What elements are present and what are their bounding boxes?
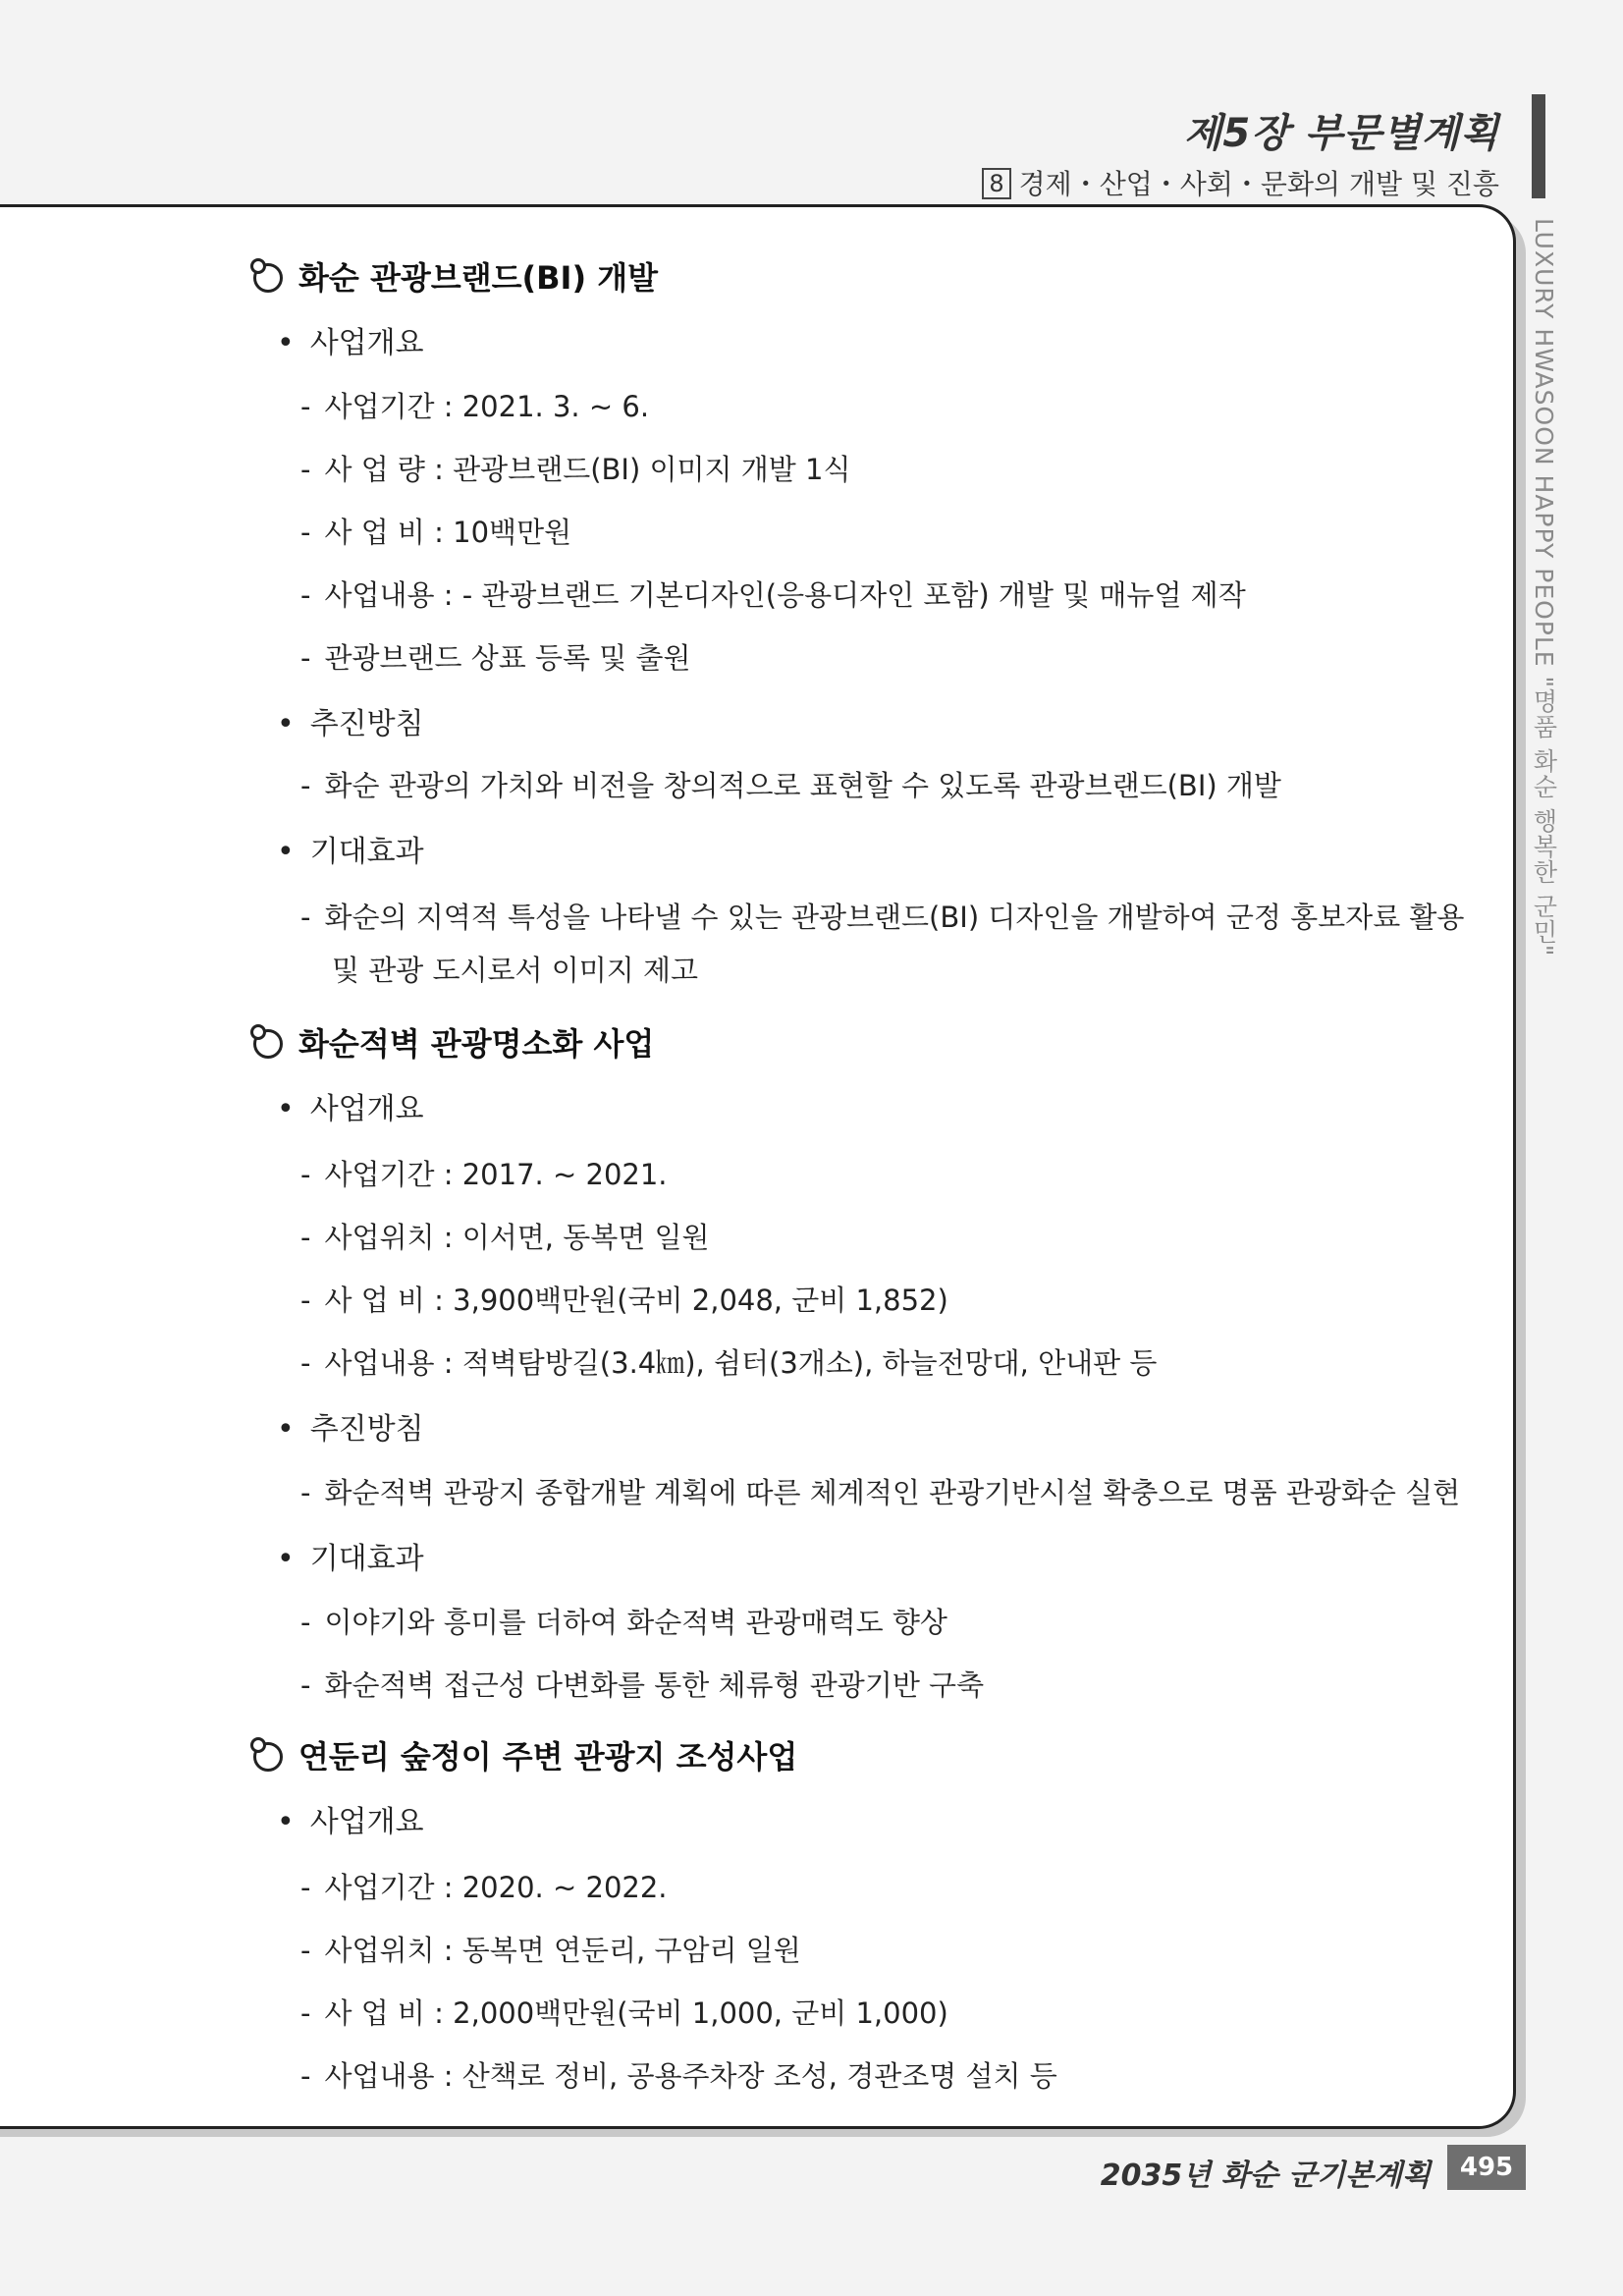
bullet-heading: • 사업개요: [277, 1797, 424, 1840]
chapter-title: 제5장 부문별계획: [1183, 111, 1499, 156]
page-number: 495: [1447, 2145, 1526, 2190]
list-item: - 사업내용 : - 관광브랜드 기본디자인(응용디자인 포함) 개발 및 매뉴얼 제작: [300, 578, 1246, 612]
section-title: 연둔리 숲정이 주변 관광지 조성사업: [253, 1732, 797, 1777]
list-item: - 사업기간 : 2020. ~ 2022.: [300, 1871, 668, 1904]
footer-title: 2035년 화순 군기본계획: [1100, 2159, 1431, 2193]
list-item: - 사업기간 : 2021. 3. ~ 6.: [300, 390, 650, 423]
subsection-number: 8: [982, 168, 1010, 199]
subsection-title: 경제・산업・사회・문화의 개발 및 진흥: [1018, 168, 1499, 200]
list-item: - 화순 관광의 가치와 비전을 창의적으로 표현할 수 있도록 관광브랜드(BI) 개발: [300, 769, 1281, 802]
bullet-heading: • 기대효과: [277, 827, 424, 870]
bullet-heading: • 추진방침: [277, 699, 424, 742]
chapter-subtitle: [982, 163, 1499, 202]
list-item: - 관광브랜드 상표 등록 및 출원: [300, 641, 691, 675]
list-item: - 사업기간 : 2017. ~ 2021.: [300, 1158, 668, 1191]
section-bullet-icon: [253, 1029, 283, 1059]
list-item: - 사 업 비 : 3,900백만원(국비 2,048, 군비 1,852): [300, 1284, 948, 1317]
side-slogan: LUXURY HWASOON HAPPY PEOPLE "명품 화순 행복한 군민": [1530, 218, 1558, 957]
list-item: - 사 업 비 : 10백만원: [300, 516, 572, 549]
bullet-heading: • 추진방침: [277, 1404, 424, 1448]
content-panel: [0, 204, 1516, 2129]
list-item: - 화순의 지역적 특성을 나타낼 수 있는 관광브랜드(BI) 디자인을 개발하여 군정 홍보자료 활용: [300, 901, 1465, 934]
section-title: 화순 관광브랜드(BI) 개발: [253, 253, 658, 299]
list-item: - 화순적벽 관광지 종합개발 계획에 따른 체계적인 관광기반시설 확충으로 명품 관광화순 실현: [300, 1476, 1461, 1509]
list-item: - 사업위치 : 동복면 연둔리, 구암리 일원: [300, 1934, 801, 1967]
section-bullet-icon: [253, 263, 283, 293]
list-item: - 사 업 량 : 관광브랜드(BI) 이미지 개발 1식: [300, 453, 851, 486]
list-item: - 사업내용 : 산책로 정비, 공용주차장 조성, 경관조명 설치 등: [300, 2059, 1057, 2093]
section-title: 화순적벽 관광명소화 사업: [253, 1019, 654, 1065]
bullet-heading: • 사업개요: [277, 318, 424, 361]
chapter-bar: [1532, 94, 1545, 198]
list-item: - 이야기와 흥미를 더하여 화순적벽 관광매력도 향상: [300, 1606, 947, 1639]
list-item-continuation: 및 관광 도시로서 이미지 제고: [332, 954, 699, 987]
list-item: - 사 업 비 : 2,000백만원(국비 1,000, 군비 1,000): [300, 1996, 948, 2030]
bullet-heading: • 사업개요: [277, 1084, 424, 1127]
bullet-heading: • 기대효과: [277, 1534, 424, 1577]
section-bullet-icon: [253, 1742, 283, 1772]
list-item: - 화순적벽 접근성 다변화를 통한 체류형 관광기반 구축: [300, 1668, 985, 1702]
list-item: - 사업내용 : 적벽탐방길(3.4㎞), 쉼터(3개소), 하늘전망대, 안내판 등: [300, 1346, 1158, 1380]
list-item: - 사업위치 : 이서면, 동복면 일원: [300, 1221, 710, 1254]
